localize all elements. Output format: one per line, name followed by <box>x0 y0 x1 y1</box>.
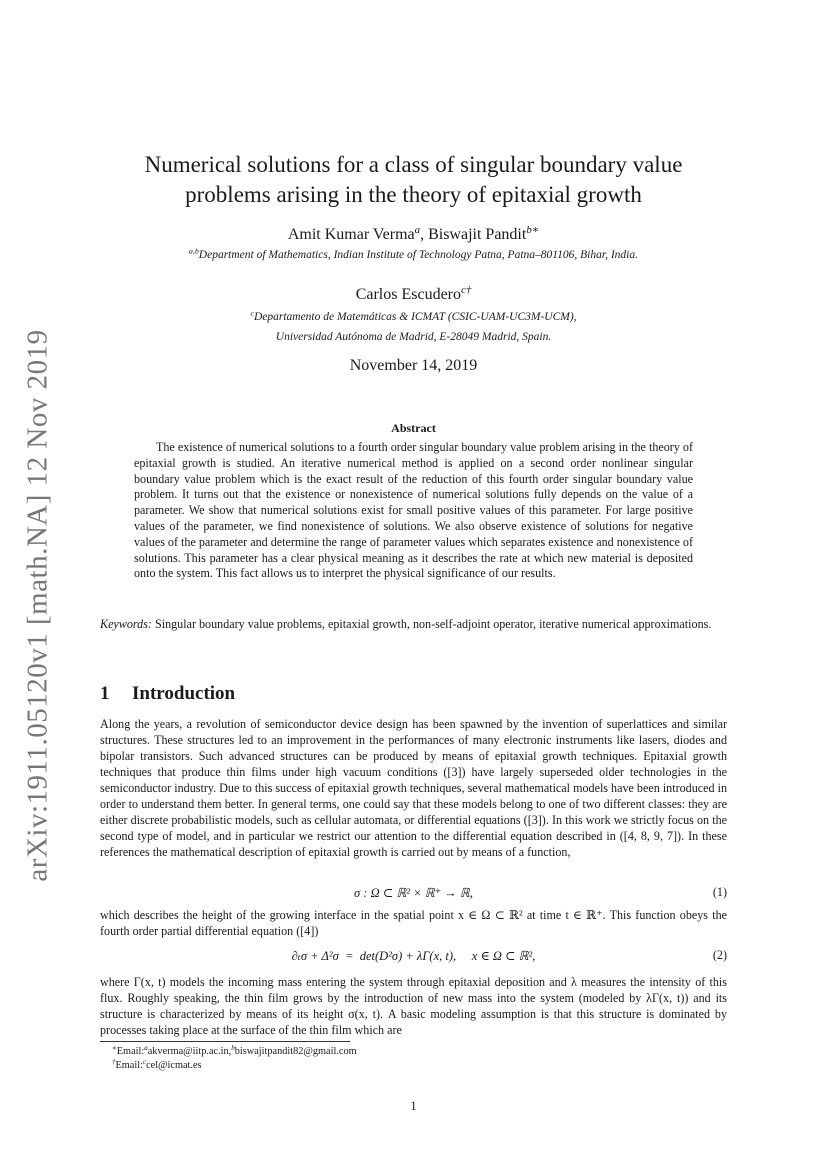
equation-2-body: ∂ₜσ + Δ²σ = det(D²σ) + λΓ(x, t), x ∈ Ω ⊂ ℝ², <box>291 949 536 963</box>
paper-title-line-2: problems arising in the theory of epitaxial growth <box>185 182 642 207</box>
author-verma: Amit Kumar Verma <box>287 226 415 243</box>
keywords <box>100 616 727 632</box>
author-verma-mark: a <box>414 224 421 237</box>
paper-title-line-1: Numerical solutions for a class of singular boundary value <box>144 152 683 177</box>
affiliation-2-mark: c <box>250 308 254 318</box>
footnote-1-label: Email: <box>116 1046 145 1057</box>
arxiv-identifier <box>20 328 56 882</box>
affiliation-1 <box>100 246 727 261</box>
affiliation-2-line-1: Departamento de Matemáticas & ICMAT (CSIC-UAM-UC3M-UCM), <box>253 311 577 323</box>
footnote-2-mark-c: c <box>142 1058 147 1067</box>
author-escudero-mark: c† <box>461 284 472 297</box>
equation-2 <box>100 948 727 966</box>
intro-paragraph-1: Along the years, a revolution of semiconductor device design has been spawned by the invention of superlattices and similar structures. These structures led to an improvement in the performances of many electronic instruments like lasers, diodes and bipolar transistors. Such advanced structures can be produced by means of epitaxial growth techniques. Epitaxial growth techniques that produce thin films under high vacuum conditions ([3]) have largely superseded older technologies in the semiconductor industry. Due to this success of epitaxial growth techniques, several mathematical models have been introduced in order to understand them better. In general terms, one could say that these models belong to one of two different classes: they are either discrete probabilistic models, such as cellular automata, or differential equations ([3]). In this work we strictly focus on the second type of model, and in particular we restrict our attention to the differential equation described in ([4, 8, 9, 7]). In these references the mathematical description of epitaxial growth is carried out by means of a function, <box>100 717 727 859</box>
paper-title <box>100 150 727 210</box>
section-heading-introduction <box>100 683 235 705</box>
affiliation-1-text: Department of Mathematics, Indian Institute of Technology Patna, Patna–801106, Bihar, India. <box>198 249 638 261</box>
footnotes <box>112 1045 357 1073</box>
affiliation-2-line-2: Universidad Autónoma de Madrid, E-28049 Madrid, Spain. <box>275 331 552 343</box>
equation-2-label: (2) <box>712 948 727 962</box>
footnote-1-mark-b: b <box>231 1044 235 1053</box>
footnote-2-mark: † <box>112 1058 116 1067</box>
affiliation-2 <box>100 307 727 347</box>
email-escudero[interactable]: cel@icmat.es <box>146 1060 202 1071</box>
equation-1-body: σ : Ω ⊂ ℝ² × ℝ⁺ → ℝ, <box>354 886 473 900</box>
affiliation-1-mark: a,b <box>189 246 199 256</box>
arxiv-identifier-text: arXiv:1911.05120v1 [math.NA] 12 Nov 2019 <box>21 328 54 882</box>
footnote-1 <box>112 1045 357 1059</box>
author-pandit: Biswajit Pandit <box>428 226 527 243</box>
section-title: Introduction <box>132 683 236 704</box>
footnote-1-mark-a: a <box>144 1044 148 1053</box>
footnote-rule <box>100 1041 350 1042</box>
intro-paragraph-3: where Γ(x, t) models the incoming mass entering the system through epitaxial deposition and λ measures the intensity of this flux. Roughly speaking, the thin film grows by the introduction of new mass into the system (modeled by λΓ(x, t)) and its structure is characterized by means of its height σ(x, t). A basic modeling assumption is that this structure is dominated by processes taking place at the surface of the thin film which are <box>100 975 727 1037</box>
abstract-text: The existence of numerical solutions to a fourth order singular boundary value problem arising in the theory of epitaxial growth is studied. An iterative numerical method is applied on a second order nonlinear singular boundary value problem which is the exact result of the reduction of this fourth order singular boundary value problem. It turns out that the existence or nonexistence of numerical solutions fully depends on the value of a parameter. We show that numerical solutions exist for small positive values of this parameter. For large positive values of the parameter, we find nonexistence of solutions. We also observe existence of solutions for negative values of the parameter and determine the range of parameter values which separates existence and nonexistence of solutions. This parameter has a clear physical meaning as it describes the rate at which new material is deposited onto the system. This fact allows us to interpret the physical significance of our results. <box>134 440 693 581</box>
authors-line-1: Amit Kumar Verma$^a$, Biswajit Pandit$^{b∗}$ <box>287 224 540 243</box>
email-verma[interactable]: akverma@iitp.ac.in, <box>147 1046 232 1057</box>
publication-date: November 14, 2019 <box>349 357 478 374</box>
authors-line-2 <box>100 286 727 304</box>
footnote-2-label: Email: <box>115 1060 143 1071</box>
keywords-text: Singular boundary value problems, epitaxial growth, non-self-adjoint operator, iterative numerical approximations. <box>155 617 712 631</box>
author-escudero: Carlos Escudero <box>355 286 462 303</box>
author-pandit-mark: b∗ <box>526 224 540 237</box>
section-number: 1 <box>100 683 110 704</box>
footnote-2 <box>112 1059 357 1073</box>
email-pandit[interactable]: biswajitpandit82@gmail.com <box>234 1046 357 1057</box>
intro-paragraph-2: which describes the height of the growing interface in the spatial point x ∈ Ω ⊂ ℝ² at time t ∈ ℝ⁺. This function obeys the fourth order partial differential equation ([4]) <box>100 908 727 938</box>
abstract-heading: Abstract <box>391 421 436 435</box>
equation-1-label: (1) <box>712 885 727 899</box>
footnote-1-mark: ∗ <box>112 1044 117 1053</box>
page-number: 1 <box>410 1099 417 1113</box>
keywords-label: Keywords: <box>100 617 152 631</box>
equation-1 <box>100 885 727 903</box>
